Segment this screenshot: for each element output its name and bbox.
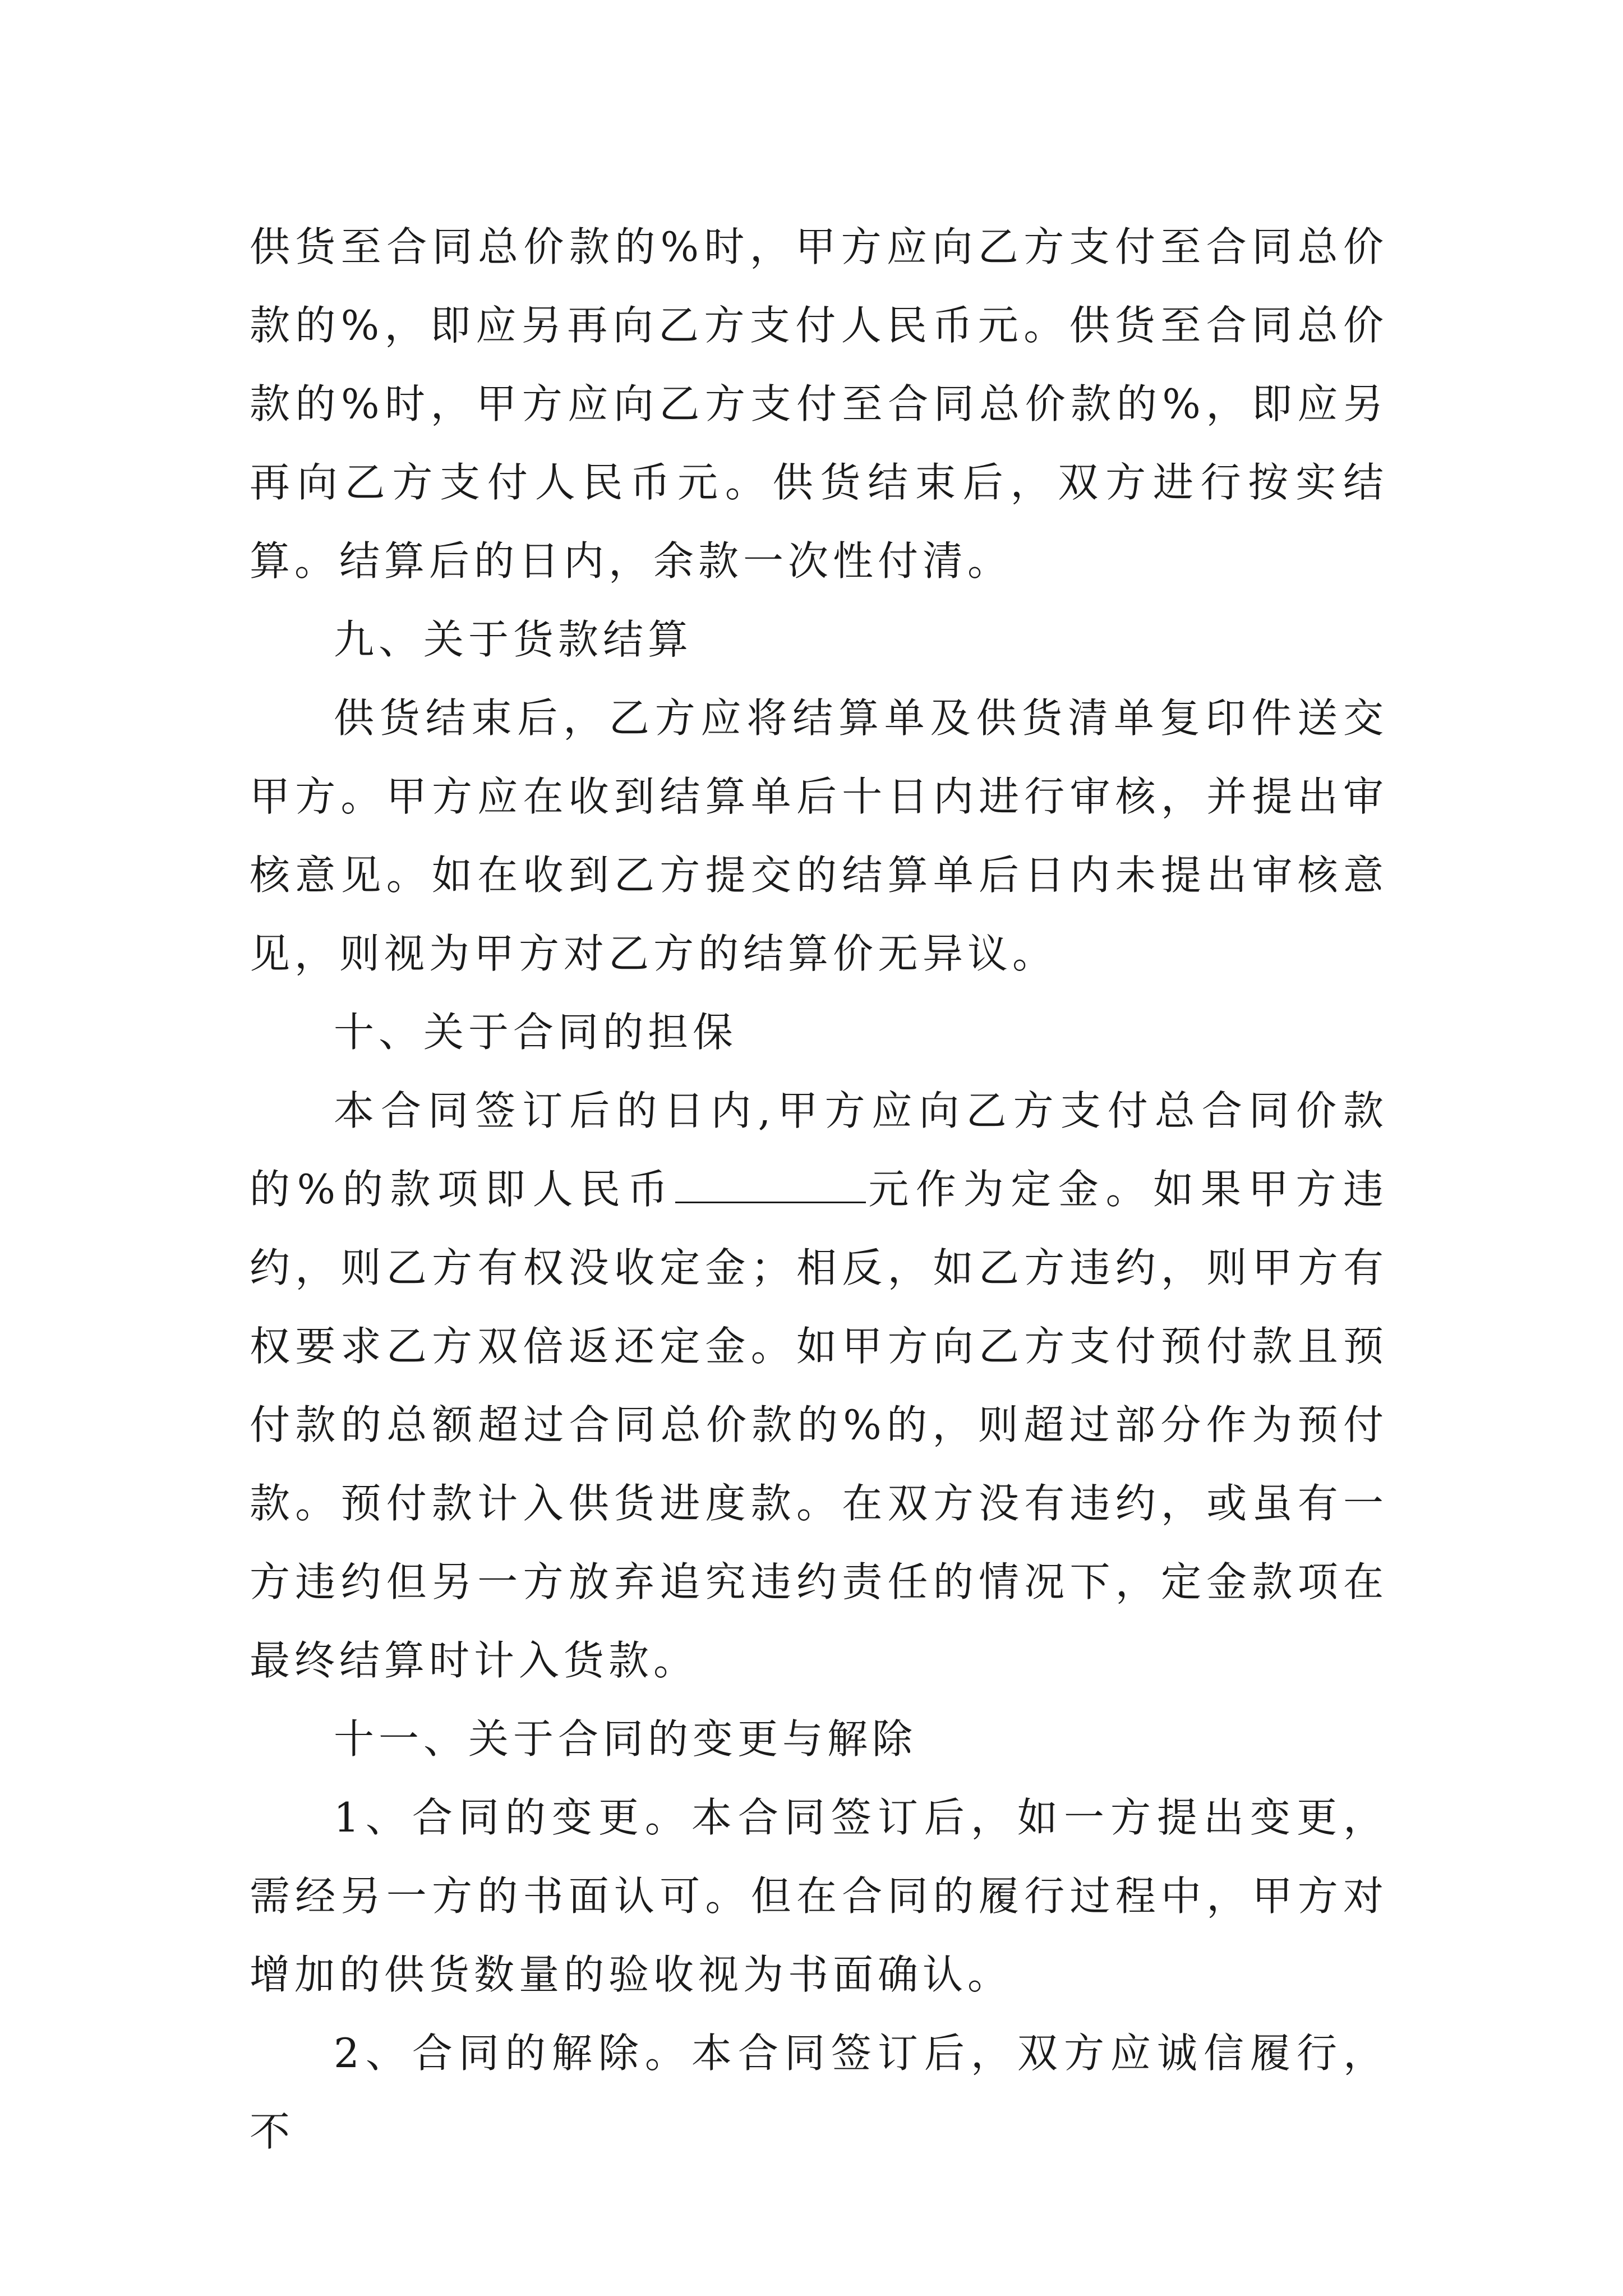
paragraph-payment-schedule: 供货至合同总价款的%时，甲方应向乙方支付至合同总价款的%，即应另再向乙方支付人民币元。供货至合同总价款的%时，甲方应向乙方支付至合同总价款的%，即应另再向乙方支付人民币元。供货结束后，双方进行按实结算。结算后的日内，余款一次性付清。 (250, 223, 1388, 585)
document-body (250, 208, 1388, 2171)
section-heading-10: 十、关于合同的担保 (334, 1009, 738, 1056)
paragraph-contract-change: 1、合同的变更。本合同签订后，如一方提出变更，需经另一方的书面认可。但在合同的履行过程中，甲方对增加的供货数量的验收视为书面确认。 (250, 1794, 1388, 1998)
guarantee-text-part2: 元作为定金。如果甲方违约，则乙方有权没收定金；相反，如乙方违约，则甲方有权要求乙方双倍返还定金。如甲方向乙方支付预付款且预付款的总额超过合同总价款的%的，则超过部分作为预付款。预付款计入供货进度款。在双方没有违约，或虽有一方违约但另一方放弃追究违约责任的情况下，定金款项在最终结算时计入货款。 (250, 1166, 1388, 1684)
paragraph-guarantee (250, 1071, 1388, 1700)
paragraph-settlement: 供货结束后，乙方应将结算单及供货清单复印件送交甲方。甲方应在收到结算单后十日内进行审核，并提出审核意见。如在收到乙方提交的结算单后日内未提出审核意见，则视为甲方对乙方的结算价无异议。 (250, 694, 1388, 977)
guarantee-text-part1: 本合同签订后的日内,甲方应向乙方支付总合同价款的%的款项即人民币 (250, 1087, 1388, 1213)
paragraph-contract-termination: 2、合同的解除。本合同签订后，双方应诚信履行，不 (250, 2030, 1388, 2155)
section-heading-9: 九、关于货款结算 (334, 616, 693, 663)
amount-blank-line (675, 1168, 866, 1203)
section-heading-11: 十一、关于合同的变更与解除 (334, 1715, 917, 1763)
